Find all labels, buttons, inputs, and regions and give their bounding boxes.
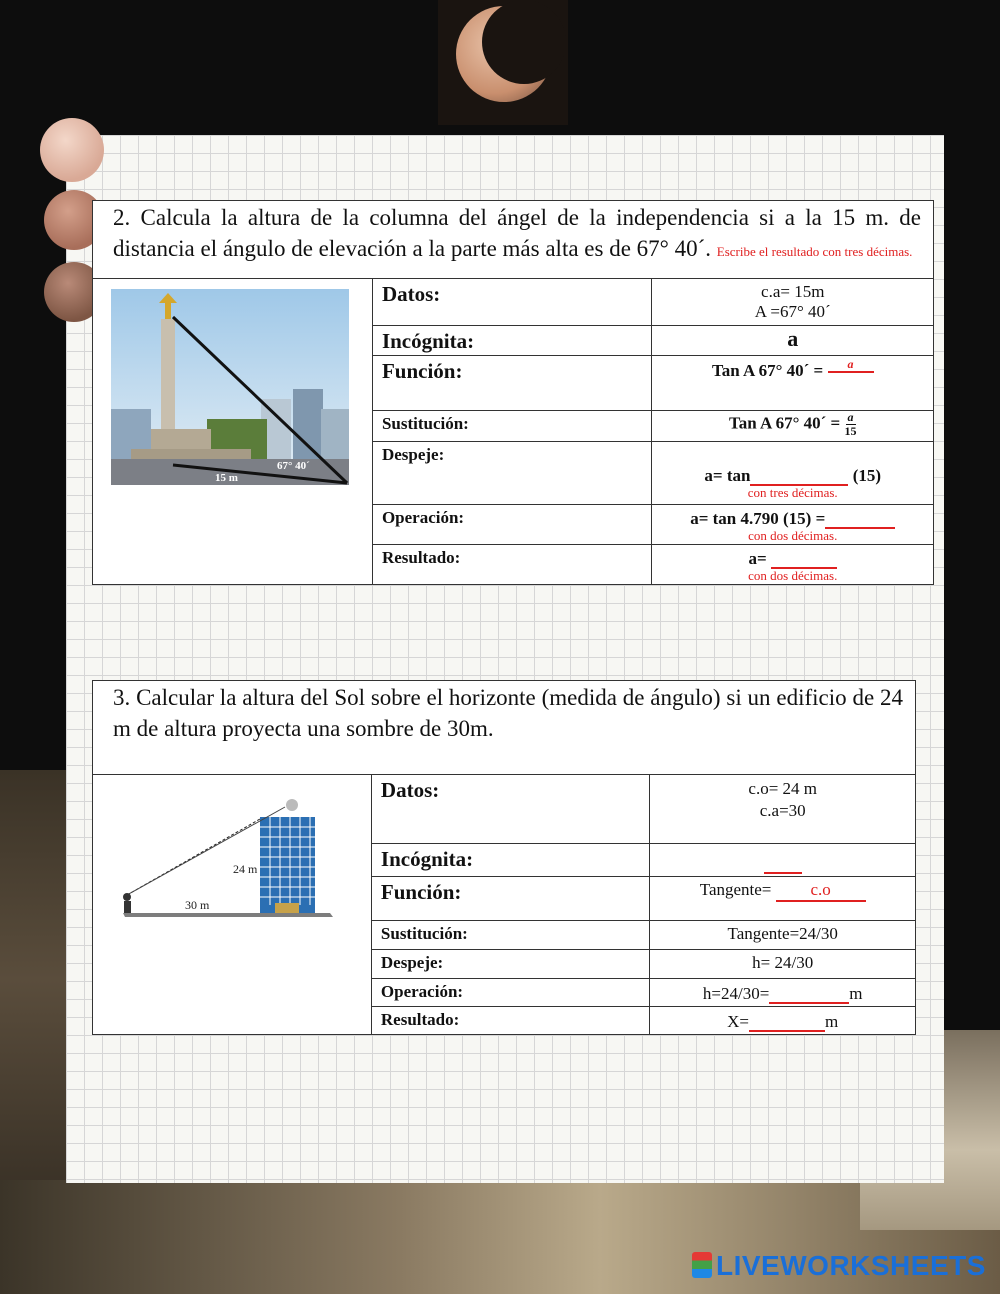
q2-operacion-label: Operación:: [372, 505, 652, 545]
q3-funcion-text: Tangente=: [699, 880, 772, 899]
building-shadow-diagram: [115, 797, 337, 922]
q3-resultado-label: Resultado:: [371, 1007, 650, 1035]
q3-operacion-value: [650, 979, 916, 1007]
q2-sustitucion-numerator: a: [847, 410, 854, 424]
building-image-cell: [93, 775, 372, 1035]
q3-datos-co: c.o= 24 m: [748, 779, 818, 798]
q2-despeje-answer-blank[interactable]: [750, 464, 848, 486]
height-label: 24 m: [233, 862, 258, 876]
q3-incognita-value: [650, 844, 916, 877]
q2-funcion-fraction[interactable]: [828, 358, 874, 386]
q2-despeje-value: [652, 442, 934, 505]
q2-funcion-value: [652, 356, 934, 411]
shadow-label: 30 m: [185, 898, 210, 912]
q3-incognita-label: Incógnita:: [371, 844, 650, 877]
q3-resultado-value: [650, 1007, 916, 1035]
q3-funcion-label: Función:: [371, 877, 650, 921]
q3-datos-ca: c.a=30: [759, 801, 806, 820]
q2-incognita-label: Incógnita:: [372, 326, 652, 356]
q2-funcion-denominator: [849, 373, 852, 386]
q2-funcion-text: Tan A 67° 40´ =: [711, 360, 824, 380]
question-2-table: [92, 278, 934, 585]
liveworksheets-icon: [692, 1252, 712, 1278]
distance-label: 15 m: [215, 472, 238, 484]
q2-sustitucion-denominator: 15: [844, 424, 857, 438]
q2-datos-value: [652, 279, 934, 326]
q2-resultado-text: a=: [748, 549, 767, 568]
q2-incognita-value[interactable]: a: [652, 326, 934, 356]
q2-despeje-suffix: (15): [852, 466, 882, 485]
decorative-circle: [40, 118, 104, 182]
moon-flower-ornament: [438, 0, 568, 125]
question-2-statement: [113, 202, 921, 267]
q2-operacion-hint: con dos décimas.: [748, 528, 838, 543]
q2-sustitucion-label: Sustitución:: [372, 411, 652, 442]
q2-sustitucion-text: Tan A 67° 40´ =: [728, 413, 841, 433]
q2-sustitucion-fraction: [845, 411, 857, 438]
q2-operacion-value: [652, 505, 934, 545]
q3-incognita-answer-blank[interactable]: [764, 852, 802, 874]
q3-resultado-answer-blank[interactable]: [749, 1010, 825, 1032]
q3-sustitucion-label: Sustitución:: [371, 921, 650, 950]
q2-despeje-hint: con tres décimas.: [747, 485, 838, 500]
angel-image-cell: [93, 279, 373, 585]
q2-despeje-label: Despeje:: [372, 442, 652, 505]
q2-funcion-label: Función:: [372, 356, 652, 411]
question-3-table: [92, 774, 916, 1035]
q2-datos-label: Datos:: [372, 279, 652, 326]
q2-despeje-prefix: a= tan: [704, 466, 751, 485]
liveworksheets-logo[interactable]: [692, 1250, 986, 1282]
q3-operacion-label: Operación:: [371, 979, 650, 1007]
question-3-text: 3. Calcular la altura del Sol sobre el horizonte (medida de ángulo) si un edificio de 24 m de altura proyecta una sombre de 30m.: [113, 685, 903, 741]
question-2-text: 2. Calcula la altura de la columna del ángel de la independencia si a la 15 m. de distancia el ángulo de elevación a la parte más alta es de 67° 40´.: [113, 205, 921, 261]
q3-operacion-text: h=24/30=: [702, 984, 770, 1003]
angle-label: 67° 40´: [277, 460, 310, 472]
q2-operacion-text: a= tan 4.790 (15) =: [690, 509, 826, 528]
q2-resultado-answer-blank[interactable]: [771, 547, 837, 569]
q2-resultado-label: Resultado:: [372, 545, 652, 585]
q2-operacion-answer-blank[interactable]: [825, 507, 895, 529]
question-2-note: Escribe el resultado con tres décimas.: [716, 244, 913, 259]
q2-datos-angle: A =67° 40´: [754, 302, 831, 321]
q3-resultado-unit: m: [825, 1012, 839, 1031]
angel-column-image: [111, 289, 351, 487]
q3-funcion-answer[interactable]: c.o: [776, 880, 866, 902]
q3-resultado-text: X=: [727, 1012, 750, 1031]
liveworksheets-text: LIVEWORKSHEETS: [716, 1250, 986, 1281]
q3-operacion-unit: m: [849, 984, 863, 1003]
q2-funcion-numerator: a: [828, 358, 874, 373]
q3-despeje-value: h= 24/30: [650, 950, 916, 979]
question-3-statement: [113, 682, 903, 744]
q3-despeje-label: Despeje:: [371, 950, 650, 979]
q3-funcion-value: [650, 877, 916, 921]
q3-operacion-answer-blank[interactable]: [769, 982, 849, 1004]
q2-resultado-value: [652, 545, 934, 585]
q2-sustitucion-value: [652, 411, 934, 442]
q3-sustitucion-value: Tangente=24/30: [650, 921, 916, 950]
q2-datos-ca: c.a= 15m: [761, 282, 825, 301]
q3-datos-value: [650, 775, 916, 844]
q3-datos-label: Datos:: [371, 775, 650, 844]
q2-resultado-hint: con dos décimas.: [748, 568, 838, 583]
